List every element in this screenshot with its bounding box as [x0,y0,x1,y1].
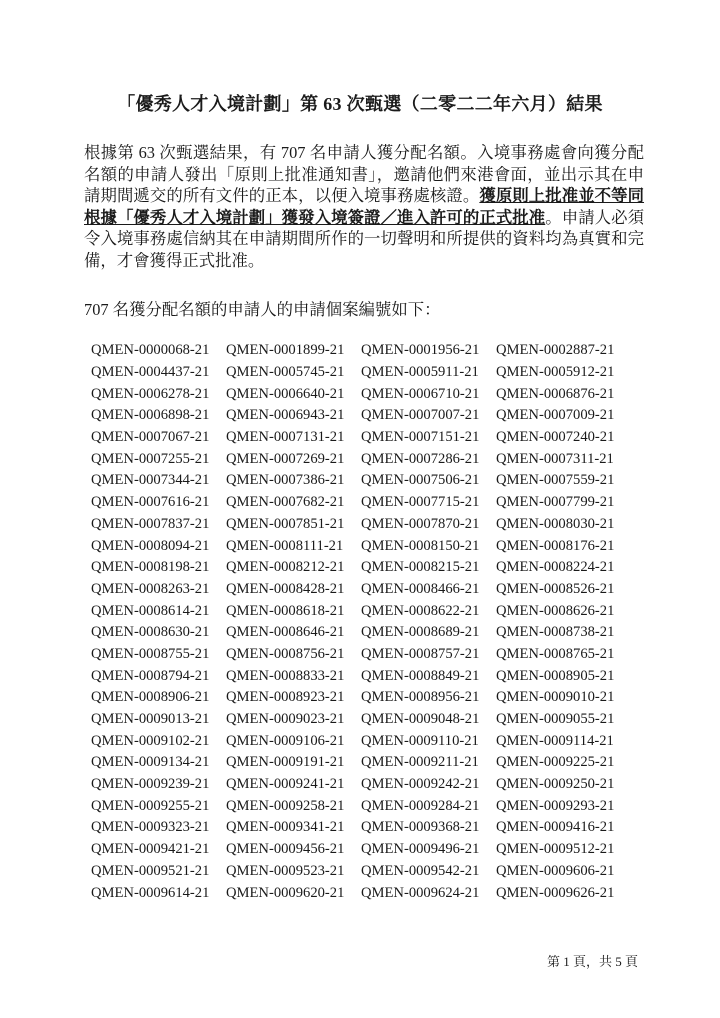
application-id: QMEN-0009521-21 [91,862,210,879]
application-id: QMEN-0009242-21 [361,776,480,793]
application-id: QMEN-0007616-21 [91,494,210,511]
application-id: QMEN-0009241-21 [226,776,345,793]
application-id: QMEN-0009110-21 [361,732,479,749]
application-id: QMEN-0008905-21 [496,667,615,684]
id-table-row [91,622,631,644]
id-table-row [91,362,631,384]
application-id: QMEN-0008428-21 [226,580,345,597]
application-id: QMEN-0007311-21 [496,450,614,467]
application-id: QMEN-0009368-21 [361,819,480,836]
application-id: QMEN-0006640-21 [226,385,345,402]
page-title: 「優秀人才入境計劃」第 63 次甄選（二零二二年六月）結果 [117,94,603,114]
application-id: QMEN-0007506-21 [361,472,480,489]
application-id: QMEN-0009023-21 [226,711,345,728]
paragraph-text-2: 。申請人必須令入境事務處信納其在申請期間所作的一切聲明和所提供的資料均為真實和完備，才會獲得正式批准。 [84,207,645,270]
application-id: QMEN-0006710-21 [361,385,480,402]
paragraph-emphasis: 獲原則上批准並不等同根據「優秀人才入境計劃」獲發入境簽證／進入許可的正式批准 [84,186,645,227]
application-id: QMEN-0008526-21 [496,580,615,597]
id-table-row [91,839,631,861]
application-id: QMEN-0009055-21 [496,711,615,728]
application-id: QMEN-0007007-21 [361,407,480,424]
application-id: QMEN-0009293-21 [496,797,615,814]
application-id: QMEN-0008150-21 [361,537,480,554]
application-id: QMEN-0009225-21 [496,754,615,771]
page-footer: 第 1 頁，共 5 頁 [546,954,638,969]
application-id: QMEN-0007559-21 [496,472,615,489]
id-table-row [91,730,631,752]
application-id: QMEN-0008755-21 [91,645,210,662]
application-id: QMEN-0007240-21 [496,429,615,446]
application-id: QMEN-0009421-21 [91,841,210,858]
application-id: QMEN-0008094-21 [91,537,210,554]
application-id: QMEN-0009134-21 [91,754,210,771]
id-table-row [91,795,631,817]
application-id: QMEN-0007386-21 [226,472,345,489]
application-id: QMEN-0009010-21 [496,689,615,706]
application-id: QMEN-0008111-21 [226,537,344,554]
id-table-row [91,470,631,492]
application-id: QMEN-0008618-21 [226,602,345,619]
id-table-row [91,383,631,405]
id-table-row [91,492,631,514]
application-id: QMEN-0007269-21 [226,450,345,467]
application-id: QMEN-0008956-21 [361,689,480,706]
application-id: QMEN-0008622-21 [361,602,480,619]
application-id: QMEN-0009106-21 [226,732,345,749]
application-id: QMEN-0009191-21 [226,754,345,771]
application-id: QMEN-0007131-21 [226,429,345,446]
application-id: QMEN-0009114-21 [496,732,614,749]
id-table-row [91,817,631,839]
application-id: QMEN-0007067-21 [91,429,210,446]
application-id: QMEN-0009250-21 [496,776,615,793]
intro-paragraph [84,142,644,272]
application-id: QMEN-0007682-21 [226,494,345,511]
application-id: QMEN-0007799-21 [496,494,615,511]
application-id: QMEN-0008626-21 [496,602,615,619]
application-id: QMEN-0001899-21 [226,342,345,359]
application-id: QMEN-0007870-21 [361,515,480,532]
application-id: QMEN-0009512-21 [496,841,615,858]
id-table-row [91,405,631,427]
application-id: QMEN-0006876-21 [496,385,615,402]
application-id: QMEN-0008738-21 [496,624,615,641]
application-id: QMEN-0009496-21 [361,841,480,858]
application-id: QMEN-0009284-21 [361,797,480,814]
application-id: QMEN-0008765-21 [496,645,615,662]
application-id: QMEN-0005912-21 [496,364,615,381]
application-id: QMEN-0006943-21 [226,407,345,424]
application-id: QMEN-0009614-21 [91,884,210,901]
application-id: QMEN-0009048-21 [361,711,480,728]
id-table-row [91,774,631,796]
application-id: QMEN-0002887-21 [496,342,615,359]
application-id: QMEN-0009102-21 [91,732,210,749]
application-id: QMEN-0008756-21 [226,645,345,662]
id-table-row [91,514,631,536]
paragraph-text-1: 根據第 63 次甄選結果，有 707 名申請人獲分配名額。入境事務處會向獲分配名額的申請人發出「原則上批准通知書」，邀請他們來港會面，並出示其在申請期間遞交的所有文件的正本，以便入境事務處核證。 [84,143,644,206]
application-id: QMEN-0009416-21 [496,819,615,836]
application-id: QMEN-0009620-21 [226,884,345,901]
id-table-row [91,752,631,774]
application-id-table [91,340,631,904]
application-id: QMEN-0008198-21 [91,559,210,576]
id-table-row [91,579,631,601]
application-id: QMEN-0000068-21 [91,342,210,359]
application-id: QMEN-0009624-21 [361,884,480,901]
application-id: QMEN-0008689-21 [361,624,480,641]
application-id: QMEN-0008849-21 [361,667,480,684]
id-table-row [91,882,631,904]
application-id: QMEN-0009255-21 [91,797,210,814]
id-table-row [91,427,631,449]
application-id: QMEN-0007286-21 [361,450,480,467]
application-id: QMEN-0008466-21 [361,580,480,597]
application-id: QMEN-0007837-21 [91,515,210,532]
id-table-row [91,340,631,362]
application-id: QMEN-0008794-21 [91,667,210,684]
id-table-row [91,535,631,557]
list-intro: 707 名獲分配名額的申請人的申請個案編號如下： [84,300,441,319]
application-id: QMEN-0009341-21 [226,819,345,836]
id-table-row [91,644,631,666]
application-id: QMEN-0009523-21 [226,862,345,879]
application-id: QMEN-0008224-21 [496,559,615,576]
application-id: QMEN-0008923-21 [226,689,345,706]
application-id: QMEN-0007715-21 [361,494,480,511]
application-id: QMEN-0007344-21 [91,472,210,489]
application-id: QMEN-0009542-21 [361,862,480,879]
application-id: QMEN-0007009-21 [496,407,615,424]
application-id: QMEN-0006898-21 [91,407,210,424]
application-id: QMEN-0008646-21 [226,624,345,641]
application-id: QMEN-0009013-21 [91,711,210,728]
application-id: QMEN-0009323-21 [91,819,210,836]
id-table-row [91,861,631,883]
application-id: QMEN-0008212-21 [226,559,345,576]
application-id: QMEN-0008906-21 [91,689,210,706]
id-table-row [91,687,631,709]
application-id: QMEN-0008833-21 [226,667,345,684]
application-id: QMEN-0009626-21 [496,884,615,901]
application-id: QMEN-0001956-21 [361,342,480,359]
application-id: QMEN-0005911-21 [361,364,479,381]
application-id: QMEN-0007851-21 [226,515,345,532]
application-id: QMEN-0007151-21 [361,429,480,446]
id-table-row [91,557,631,579]
application-id: QMEN-0007255-21 [91,450,210,467]
application-id: QMEN-0008263-21 [91,580,210,597]
id-table-row [91,600,631,622]
application-id: QMEN-0009211-21 [361,754,479,771]
application-id: QMEN-0008176-21 [496,537,615,554]
application-id: QMEN-0008215-21 [361,559,480,576]
application-id: QMEN-0009606-21 [496,862,615,879]
application-id: QMEN-0008630-21 [91,624,210,641]
id-table-row [91,448,631,470]
application-id: QMEN-0004437-21 [91,364,210,381]
application-id: QMEN-0009258-21 [226,797,345,814]
application-id: QMEN-0009456-21 [226,841,345,858]
id-table-row [91,665,631,687]
application-id: QMEN-0008614-21 [91,602,210,619]
application-id: QMEN-0008757-21 [361,645,480,662]
application-id: QMEN-0008030-21 [496,515,615,532]
application-id: QMEN-0009239-21 [91,776,210,793]
application-id: QMEN-0006278-21 [91,385,210,402]
id-table-row [91,709,631,731]
application-id: QMEN-0005745-21 [226,364,345,381]
